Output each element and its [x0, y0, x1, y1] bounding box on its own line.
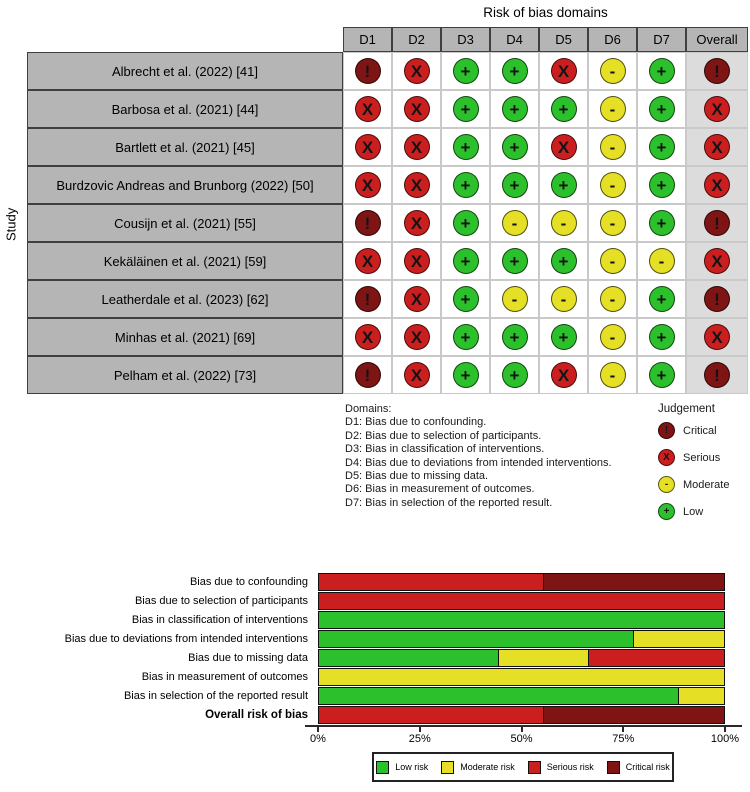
domain-column-header: D2: [392, 27, 441, 52]
bar-chart-row: [0, 593, 725, 609]
x-axis-tick-mark: [622, 727, 624, 732]
judgement-circle-serious: X: [404, 362, 430, 388]
traffic-light-cell: [343, 128, 392, 166]
judgement-circle-moderate: -: [502, 210, 528, 236]
judgement-circle-low: +: [502, 134, 528, 160]
bar-category-label: Bias due to missing data: [188, 651, 308, 664]
traffic-light-cell: [588, 280, 637, 318]
domain-legend-line: D2: Bias due to selection of participants.: [345, 429, 542, 442]
study-axis-label: Study: [3, 207, 19, 241]
judgement-circle-low: +: [551, 172, 577, 198]
judgement-circle-serious: X: [355, 134, 381, 160]
bar-segment-serious-risk: [319, 574, 544, 590]
bar-category-label: Bias due to confounding: [189, 575, 308, 588]
traffic-light-title: Risk of bias domains: [483, 5, 608, 20]
x-axis-tick-mark: [521, 727, 523, 732]
judgement-circle-serious: X: [704, 134, 730, 160]
x-axis-tick-mark: [724, 727, 726, 732]
x-axis-tick-mark: [317, 727, 319, 732]
traffic-light-cell: [441, 242, 490, 280]
traffic-light-cell: [637, 242, 686, 280]
traffic-light-cell: [686, 318, 748, 356]
judgement-legend: [658, 403, 729, 530]
judgement-circle-low: +: [502, 248, 528, 274]
domain-legend-line: D3: Bias in classification of interventions.: [345, 443, 545, 456]
judgement-circle-low: +: [453, 324, 479, 350]
bar-segment-moderate-risk: [319, 669, 724, 685]
traffic-light-cell: [637, 90, 686, 128]
judgement-circle-low: +: [453, 58, 479, 84]
judgement-circle-low: +: [551, 324, 577, 350]
judgement-circle-low: +: [502, 362, 528, 388]
traffic-light-cell: [392, 166, 441, 204]
traffic-light-cell: [392, 52, 441, 90]
judgement-circle-low: +: [551, 248, 577, 274]
traffic-light-cell: [637, 356, 686, 394]
traffic-light-cell: [588, 90, 637, 128]
traffic-light-table: [27, 27, 748, 394]
domain-legend-line: D7: Bias in selection of the reported result.: [345, 496, 553, 509]
traffic-light-cell: [539, 52, 588, 90]
judgement-circle-serious: X: [355, 248, 381, 274]
traffic-light-cell: [588, 242, 637, 280]
domain-column-header: D3: [441, 27, 490, 52]
traffic-light-cell: [588, 318, 637, 356]
traffic-light-cell: [539, 242, 588, 280]
domain-column-header: Overall: [686, 27, 748, 52]
study-label: Burdzovic Andreas and Brunborg (2022) [50]: [27, 166, 343, 204]
judgement-circle-serious: X: [404, 210, 430, 236]
bar-chart-row: [0, 650, 725, 666]
judgement-circle-serious: X: [704, 96, 730, 122]
bar-category-label: Bias due to deviations from intended interventions: [64, 632, 308, 645]
bar-track: [318, 611, 725, 629]
bar-segment-low-risk: [319, 612, 724, 628]
judgement-circle-low: +: [649, 96, 675, 122]
judgement-circle-low: +: [453, 96, 479, 122]
judgement-circle-critical: !: [704, 58, 730, 84]
bar-segment-low-risk: [319, 650, 499, 666]
traffic-light-cell: [343, 166, 392, 204]
domain-column-header: D1: [343, 27, 392, 52]
judgement-circle-low: +: [649, 324, 675, 350]
bar-category-label: Bias in classification of interventions: [131, 613, 308, 626]
traffic-light-cell: [539, 90, 588, 128]
traffic-light-cell: [490, 166, 539, 204]
judgement-circle-critical: !: [355, 362, 381, 388]
traffic-light-cell: [539, 128, 588, 166]
bar-track: [318, 573, 725, 591]
traffic-light-cell: [392, 280, 441, 318]
judgement-legend-item: [658, 449, 729, 466]
traffic-light-cell: [441, 90, 490, 128]
x-axis-tick-label: 0%: [310, 733, 326, 745]
x-axis-tick-mark: [419, 727, 421, 732]
bar-segment-serious-risk: [589, 650, 724, 666]
study-label: Bartlett et al. (2021) [45]: [27, 128, 343, 166]
judgement-circle-low: +: [453, 248, 479, 274]
bar-chart-row: [0, 612, 725, 628]
risk-legend-label: Critical risk: [625, 762, 670, 772]
judgement-circle-low: +: [453, 286, 479, 312]
traffic-light-cell: [588, 52, 637, 90]
judgement-circle-low: +: [453, 362, 479, 388]
traffic-light-cell: [637, 318, 686, 356]
traffic-light-cell: [490, 90, 539, 128]
domain-column-header: D7: [637, 27, 686, 52]
traffic-light-cell: [686, 242, 748, 280]
traffic-light-cell: [392, 204, 441, 242]
judgement-circle-moderate: -: [600, 58, 626, 84]
traffic-light-cell: [490, 128, 539, 166]
judgement-circle-serious: X: [551, 134, 577, 160]
risk-legend-label: Serious risk: [546, 762, 594, 772]
traffic-light-cell: [490, 280, 539, 318]
study-label: Cousijn et al. (2021) [55]: [27, 204, 343, 242]
traffic-light-cell: [441, 356, 490, 394]
traffic-light-cell: [539, 356, 588, 394]
study-label: Albrecht et al. (2022) [41]: [27, 52, 343, 90]
traffic-light-cell: [343, 90, 392, 128]
bar-track: [318, 630, 725, 648]
traffic-light-cell: [588, 128, 637, 166]
study-label: Minhas et al. (2021) [69]: [27, 318, 343, 356]
judgement-circle-low: +: [502, 96, 528, 122]
study-label: Leatherdale et al. (2023) [62]: [27, 280, 343, 318]
traffic-light-cell: [686, 52, 748, 90]
traffic-light-cell: [441, 52, 490, 90]
bar-chart-row: [0, 574, 725, 590]
traffic-light-cell: [686, 356, 748, 394]
judgement-circle-serious: X: [551, 58, 577, 84]
risk-legend-swatch-serious-risk: [528, 761, 541, 774]
judgement-circle-serious: X: [404, 134, 430, 160]
judgement-circle-critical: !: [704, 210, 730, 236]
traffic-light-cell: [343, 356, 392, 394]
traffic-light-cell: [392, 128, 441, 166]
traffic-light-cell: [637, 52, 686, 90]
traffic-light-cell: [637, 204, 686, 242]
domain-legend-line: D1: Bias due to confounding.: [345, 416, 487, 429]
traffic-light-cell: [588, 204, 637, 242]
judgement-circle-low: +: [453, 172, 479, 198]
judgement-circle-moderate: -: [649, 248, 675, 274]
judgement-legend-circle-low: +: [658, 503, 675, 520]
traffic-light-cell: [343, 242, 392, 280]
x-axis-tick-label: 100%: [710, 733, 740, 745]
traffic-light-cell: [441, 128, 490, 166]
bar-category-label: Bias in measurement of outcomes: [141, 670, 308, 683]
judgement-legend-heading: Judgement: [658, 403, 715, 415]
x-axis-tick-label: 25%: [408, 733, 431, 745]
study-label: Kekäläinen et al. (2021) [59]: [27, 242, 343, 280]
traffic-light-cell: [343, 318, 392, 356]
risk-legend-swatch-low-risk: [376, 761, 389, 774]
traffic-light-cell: [392, 90, 441, 128]
traffic-light-cell: [441, 166, 490, 204]
judgement-circle-moderate: -: [600, 210, 626, 236]
risk-legend-item: [607, 761, 670, 774]
traffic-light-cell: [490, 204, 539, 242]
judgement-circle-serious: X: [404, 96, 430, 122]
traffic-light-cell: [539, 204, 588, 242]
study-label: Pelham et al. (2022) [73]: [27, 356, 343, 394]
domains-legend-items: [345, 416, 612, 510]
judgement-circle-moderate: -: [600, 248, 626, 274]
traffic-light-cell: [686, 166, 748, 204]
judgement-legend-label: Moderate: [683, 478, 730, 491]
traffic-light-cell: [490, 318, 539, 356]
judgement-legend-label: Critical: [683, 424, 717, 437]
traffic-light-cell: [686, 128, 748, 166]
judgement-circle-critical: !: [704, 286, 730, 312]
risk-legend-swatch-critical-risk: [607, 761, 620, 774]
judgement-circle-low: +: [649, 286, 675, 312]
judgement-legend-circle-moderate: -: [658, 476, 675, 493]
domain-column-header: D4: [490, 27, 539, 52]
bar-category-label: Overall risk of bias: [205, 708, 308, 721]
domain-column-header: D6: [588, 27, 637, 52]
judgement-legend-circle-critical: !: [658, 422, 675, 439]
domain-column-header: D5: [539, 27, 588, 52]
judgement-circle-low: +: [649, 210, 675, 236]
judgement-legend-item: [658, 422, 729, 439]
judgement-circle-serious: X: [704, 324, 730, 350]
traffic-light-cell: [441, 318, 490, 356]
bar-track: [318, 592, 725, 610]
traffic-light-cell: [637, 166, 686, 204]
traffic-light-cell: [441, 280, 490, 318]
judgement-circle-critical: !: [355, 286, 381, 312]
judgement-circle-low: +: [453, 210, 479, 236]
traffic-light-cell: [490, 52, 539, 90]
domain-legend-line: D4: Bias due to deviations from intended interventions.: [345, 456, 612, 469]
bar-track: [318, 687, 725, 705]
bar-segment-serious-risk: [319, 707, 544, 723]
judgement-circle-serious: X: [551, 362, 577, 388]
judgement-circle-moderate: -: [551, 286, 577, 312]
risk-legend-box: [372, 752, 674, 782]
domain-legend-line: D5: Bias due to missing data.: [345, 470, 489, 483]
bar-segment-critical-risk: [544, 707, 724, 723]
bar-track: [318, 668, 725, 686]
traffic-light-cell: [637, 128, 686, 166]
bar-chart-row: [0, 707, 725, 723]
traffic-light-cell: [392, 242, 441, 280]
judgement-circle-low: +: [502, 172, 528, 198]
judgement-circle-critical: !: [704, 362, 730, 388]
traffic-light-cell: [441, 204, 490, 242]
bar-chart-row: [0, 669, 725, 685]
traffic-light-cell: [686, 204, 748, 242]
bar-segment-moderate-risk: [499, 650, 589, 666]
domains-legend-heading: Domains:: [345, 403, 392, 415]
judgement-circle-serious: X: [704, 172, 730, 198]
study-label: Barbosa et al. (2021) [44]: [27, 90, 343, 128]
x-axis-tick-label: 50%: [510, 733, 533, 745]
traffic-light-cell: [343, 280, 392, 318]
traffic-light-cell: [588, 356, 637, 394]
traffic-light-cell: [392, 356, 441, 394]
judgement-circle-low: +: [502, 324, 528, 350]
judgement-circle-serious: X: [404, 286, 430, 312]
risk-legend-swatch-moderate-risk: [441, 761, 454, 774]
judgement-circle-serious: X: [355, 324, 381, 350]
judgement-circle-moderate: -: [551, 210, 577, 236]
risk-legend-item: [441, 761, 515, 774]
traffic-light-cell: [686, 280, 748, 318]
bar-segment-serious-risk: [319, 593, 724, 609]
judgement-circle-moderate: -: [600, 134, 626, 160]
judgement-legend-circle-serious: X: [658, 449, 675, 466]
risk-legend-item: [528, 761, 594, 774]
domain-legend-line: D6: Bias in measurement of outcomes.: [345, 483, 535, 496]
judgement-circle-moderate: -: [600, 96, 626, 122]
judgement-circle-serious: X: [404, 172, 430, 198]
traffic-light-cell: [539, 280, 588, 318]
summary-bar-chart: [0, 574, 725, 726]
judgement-circle-moderate: -: [600, 324, 626, 350]
traffic-light-cell: [490, 242, 539, 280]
table-corner-spacer: [27, 27, 343, 52]
judgement-circle-moderate: -: [600, 172, 626, 198]
x-axis-tick-label: 75%: [612, 733, 635, 745]
x-axis-line: [305, 725, 742, 727]
traffic-light-cell: [343, 52, 392, 90]
risk-legend-label: Low risk: [395, 762, 429, 772]
judgement-circle-serious: X: [404, 324, 430, 350]
judgement-circle-serious: X: [404, 248, 430, 274]
judgement-circle-low: +: [649, 134, 675, 160]
traffic-light-cell: [686, 90, 748, 128]
judgement-circle-moderate: -: [600, 362, 626, 388]
traffic-light-cell: [588, 166, 637, 204]
traffic-light-cell: [392, 318, 441, 356]
traffic-light-cell: [490, 356, 539, 394]
judgement-circle-low: +: [649, 362, 675, 388]
bar-segment-moderate-risk: [634, 631, 724, 647]
judgement-legend-item: [658, 503, 729, 520]
bar-chart-row: [0, 631, 725, 647]
risk-legend-item: [376, 761, 428, 774]
judgement-circle-low: +: [453, 134, 479, 160]
judgement-circle-low: +: [649, 172, 675, 198]
bar-category-label: Bias in selection of the reported result: [123, 689, 308, 702]
bar-chart-row: [0, 688, 725, 704]
traffic-light-cell: [539, 166, 588, 204]
judgement-circle-serious: X: [404, 58, 430, 84]
judgement-legend-items: [658, 422, 729, 520]
judgement-legend-label: Serious: [683, 451, 721, 464]
judgement-circle-serious: X: [704, 248, 730, 274]
judgement-circle-low: +: [551, 96, 577, 122]
bar-segment-critical-risk: [544, 574, 724, 590]
judgement-circle-moderate: -: [502, 286, 528, 312]
judgement-circle-moderate: -: [600, 286, 626, 312]
bar-category-label: Bias due to selection of participants: [134, 594, 308, 607]
judgement-circle-critical: !: [355, 58, 381, 84]
bar-segment-moderate-risk: [679, 688, 724, 704]
bar-track: [318, 706, 725, 724]
domains-legend: [345, 403, 612, 510]
judgement-legend-label: Low: [683, 505, 704, 518]
bar-track: [318, 649, 725, 667]
bar-segment-low-risk: [319, 688, 679, 704]
judgement-circle-serious: X: [355, 96, 381, 122]
risk-legend-label: Moderate risk: [460, 762, 515, 772]
judgement-circle-critical: !: [355, 210, 381, 236]
judgement-circle-serious: X: [355, 172, 381, 198]
traffic-light-cell: [637, 280, 686, 318]
traffic-light-cell: [343, 204, 392, 242]
traffic-light-cell: [539, 318, 588, 356]
judgement-circle-low: +: [649, 58, 675, 84]
judgement-circle-low: +: [502, 58, 528, 84]
bar-segment-low-risk: [319, 631, 634, 647]
judgement-legend-item: [658, 476, 729, 493]
